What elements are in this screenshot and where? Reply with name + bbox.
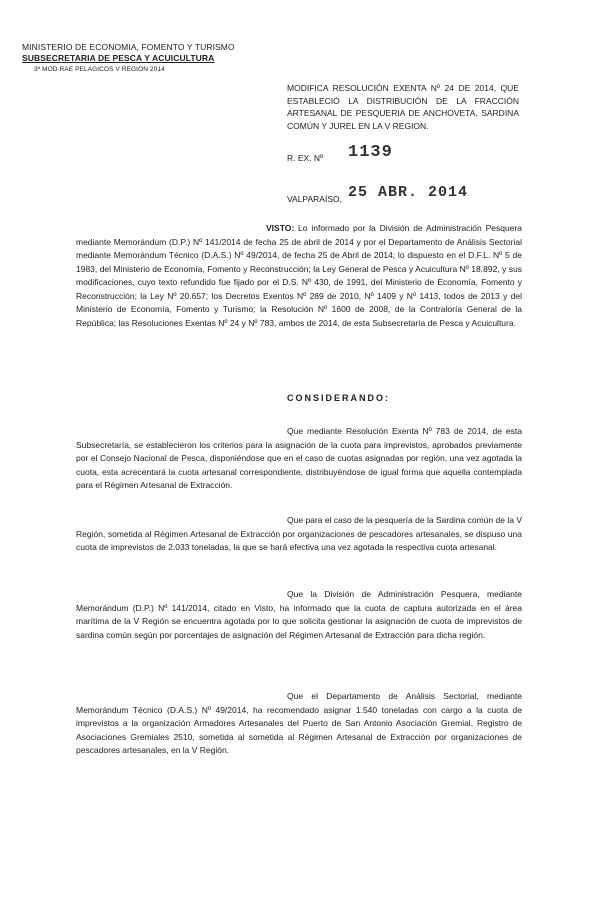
paragraph-text: Que el Departamento de Análisis Sectorial, mediante Memorándum Técnico (D.A.S.) Nº 49/2014, ha recomendado asignar 1.540 toneladas con cargo a la cuota de imprevistos a la organización Armadores Artesanales del Puerto de San Antonio Asociación Gremial, Registro de Asociaciones Gremiales 2510, sometida al sometida al Régimen Artesanal de Extracción por organizaciones de pescadores artesanales, en la V Región.: [76, 691, 522, 755]
paragraph-text: Que la División de Administración Pesquera, mediante Memorándum (D.P.) Nº 141/2014, citado en Visto, ha informado que la cuota de captura autorizada en el área marítima de la V Región se encuentra agotada por lo que solicita gestionar la asignación de cuota de imprevistos de sardina común según por porcentajes de asignación del Régimen Artesanal de Extracción para dicha región.: [76, 589, 522, 640]
resolution-subject: MODIFICA RESOLUCIÓN EXENTA Nº 24 DE 2014, QUE ESTABLECIÓ LA DISTRIBUCIÓN DE LA FRACCIÓN ARTESANAL DE PESQUERIA DE ANCHOVETA, SARDINA COMÚN Y JUREL EN LA V REGION.: [287, 83, 519, 131]
considerando-heading: CONSIDERANDO:: [287, 393, 391, 403]
document-reference: 3ª MOD RAE PELAGICOS V REGION 2014: [34, 66, 165, 73]
letterhead: [22, 42, 282, 75]
paragraph-text: Que para el caso de la pesquería de la Sardina común de la V Región, sometida al Régimen Artesanal de Extracción por organizaciones de pescadores artesanales, se dispuso una cuota de imprevistos de 2.033 toneladas, la que se hará efectiva una vez agotada la respectiva cuota artesanal.: [76, 515, 522, 552]
visto-paragraph: [76, 222, 522, 330]
visto-label: VISTO:: [266, 223, 295, 233]
considerando-paragraph-4: [76, 690, 522, 758]
considerando-paragraph-3: [76, 588, 522, 642]
considerando-paragraph-2: [76, 514, 522, 555]
resolution-number: 1139: [348, 143, 393, 162]
considerando-paragraph-1: [76, 425, 522, 493]
resolution-city: VALPARAÍSO,: [287, 194, 342, 204]
visto-text: Lo informado por la División de Administración Pesquera mediante Memorándum (D.P.) Nº 141/2014 de fecha 25 de abril de 2014 y por el Departamento de Análisis Sectorial mediante Memorándum Técnico (D.A.S.) Nº 49/2014, de fecha 25 de Abril de 2014; lo dispuesto en el D.F.L. Nº 5 de 1983, del Ministerio de Economía, Fomento y Reconstrucción; la Ley General de Pesca y Acuicultura Nº 18.892, y sus modificaciones, cuyo texto refundido fue fijado por el D.S. Nº 430, de 1991, del Ministerio de Economía, Fomento y Reconstrucción; la Ley Nº 20.657; los Decretos Exentos Nº 289 de 2010, Nº 1409 y Nº 1413, todos de 2013 y del Ministerio de Economía, Fomento y Turismo; la Resolución Nº 1600 de 2008, de la Contraloría General de la República; las Resoluciones Exentas Nº 24 y Nº 783, ambos de 2014, de esta Subsecretaría de Pesca y Acuicultura.: [76, 223, 522, 328]
date-stamp: 25 ABR. 2014: [348, 184, 469, 201]
paragraph-text: Que mediante Resolución Exenta Nº 783 de 2014, de esta Subsecretaría, se establecieron los criterios para la asignación de la cuota para imprevistos, aprobados previamente por el Consejo Nacional de Pesca, disponiéndose que en el caso de cuotas asignadas por región, una vez agotada la cuota, esta acrecentará la cuota artesanal correspondiente, distribuyéndose de igual forma que aquella contemplada para el Régimen Artesanal de Extracción.: [76, 426, 522, 490]
ministry-name: MINISTERIO DE ECONOMIA, FOMENTO Y TURISMO: [22, 42, 235, 52]
resolution-number-label: R. EX. Nº: [287, 153, 324, 163]
subsecretaria-name: SUBSECRETARIA DE PESCA Y ACUICULTURA: [22, 53, 215, 63]
